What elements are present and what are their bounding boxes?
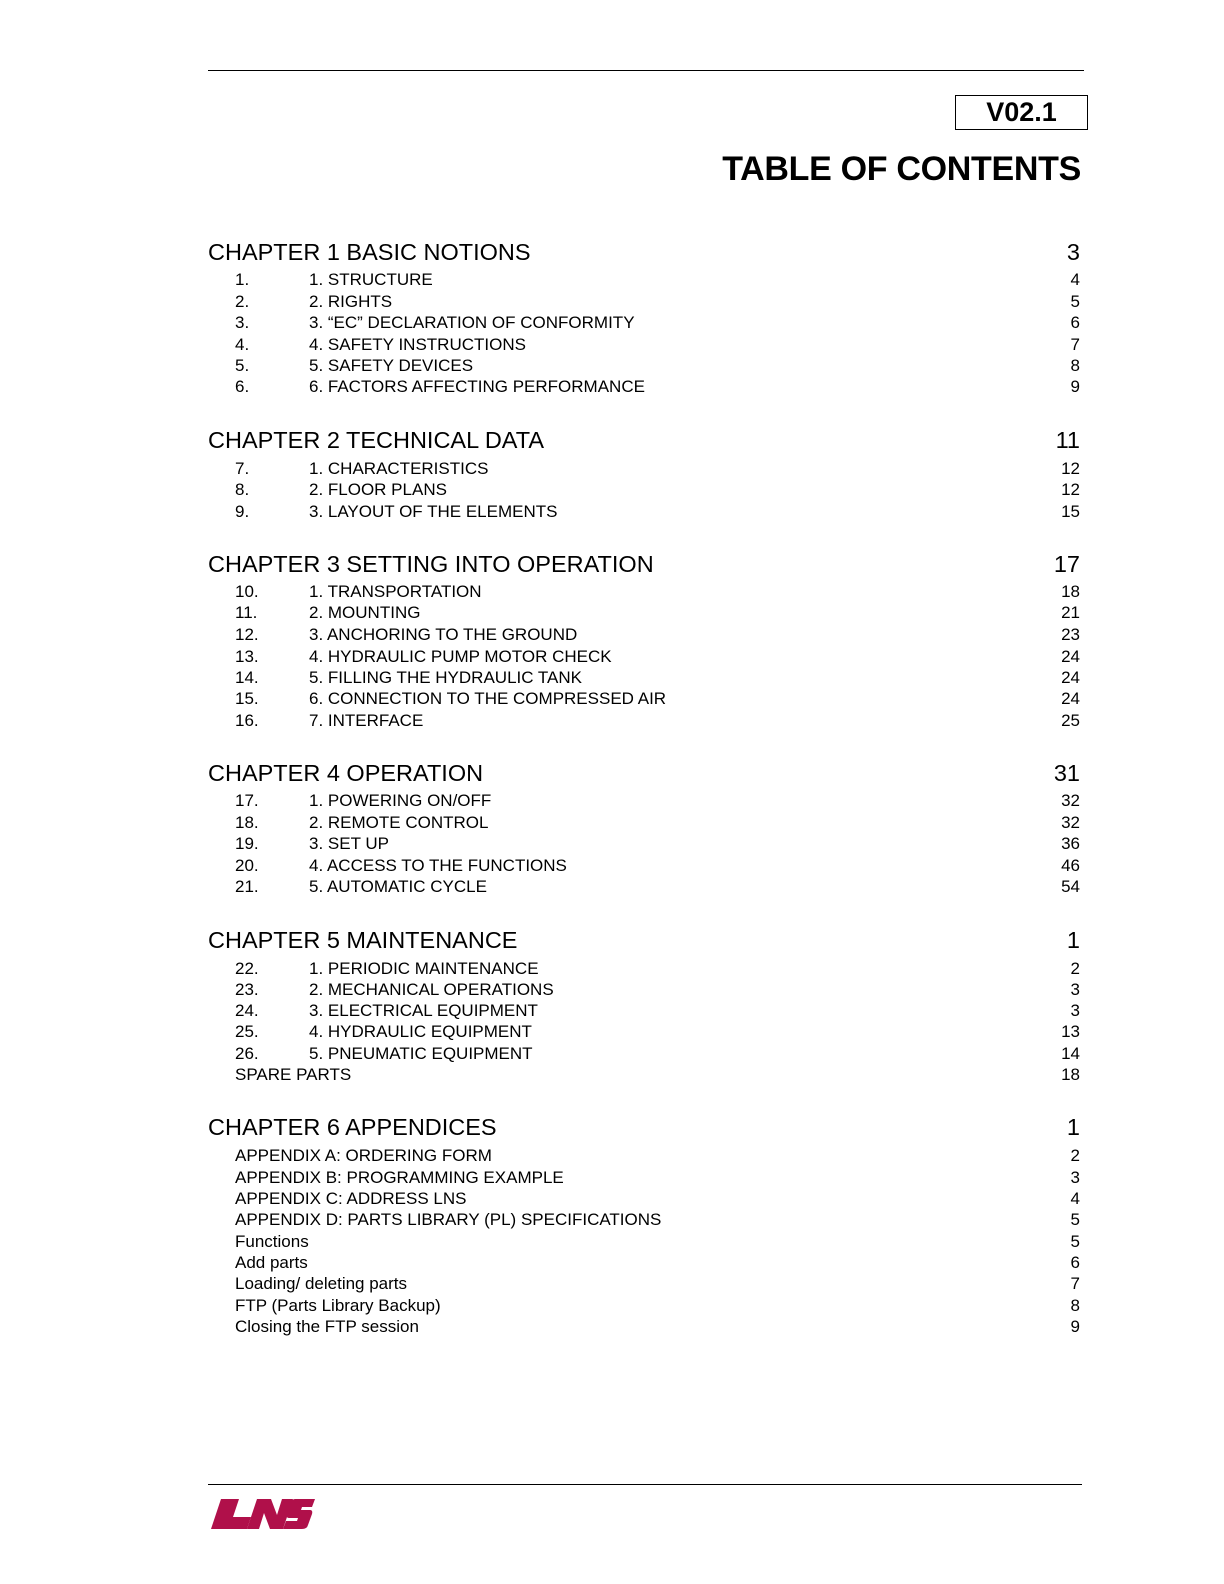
toc-entry[interactable] (208, 647, 1080, 668)
toc-entry[interactable] (208, 292, 1080, 313)
entry-page-number: 32 (1061, 791, 1080, 810)
entry-title: Functions (235, 1232, 309, 1251)
toc-entry[interactable] (208, 270, 1080, 291)
entry-number: 5. (235, 356, 250, 375)
entry-title: Add parts (235, 1253, 308, 1272)
toc-entry[interactable] (208, 625, 1080, 646)
entry-page-number: 46 (1061, 856, 1080, 875)
toc-entry[interactable] (208, 459, 1080, 480)
toc-entry[interactable] (208, 813, 1080, 834)
bottom-rule (208, 1484, 1082, 1485)
entry-page-number: 9 (1070, 1317, 1080, 1336)
entry-number: 9. (235, 502, 250, 521)
entry-page-number: 5 (1070, 1210, 1080, 1229)
toc-entry[interactable] (208, 1274, 1080, 1295)
entry-number: 20. (235, 856, 259, 875)
entry-title: APPENDIX B: PROGRAMMING EXAMPLE (235, 1168, 564, 1187)
entry-page-number: 15 (1061, 502, 1080, 521)
entry-number: 17. (235, 791, 259, 810)
chapter-title: CHAPTER 3 SETTING INTO OPERATION (208, 551, 654, 577)
entry-page-number: 4 (1070, 270, 1080, 289)
entry-page-number: 36 (1061, 834, 1080, 853)
chapter-entry[interactable] (208, 760, 1080, 790)
entry-title: Closing the FTP session (235, 1317, 419, 1336)
entry-page-number: 6 (1070, 313, 1080, 332)
toc-entry[interactable] (208, 980, 1080, 1001)
entry-title: 1. PERIODIC MAINTENANCE (309, 959, 539, 978)
entry-title: Loading/ deleting parts (235, 1274, 408, 1293)
entry-number: 19. (235, 834, 259, 853)
toc-entry[interactable] (208, 1168, 1080, 1189)
chapter-title: CHAPTER 6 APPENDICES (208, 1114, 497, 1140)
lns-logo-icon (207, 1497, 317, 1531)
entry-title: 2. MECHANICAL OPERATIONS (309, 980, 554, 999)
toc-entry[interactable] (208, 959, 1080, 980)
entry-page-number: 24 (1061, 647, 1080, 666)
entry-title: APPENDIX C: ADDRESS LNS (235, 1189, 467, 1208)
toc-entry[interactable] (208, 480, 1080, 501)
chapter-page-number: 17 (1053, 551, 1080, 577)
entry-page-number: 32 (1061, 813, 1080, 832)
chapter-page-number: 1 (1066, 1114, 1080, 1140)
chapter-page-number: 1 (1066, 927, 1080, 953)
entry-page-number: 23 (1061, 625, 1080, 644)
toc-entry[interactable] (208, 1232, 1080, 1253)
entry-title: 5. SAFETY DEVICES (309, 356, 474, 375)
entry-page-number: 18 (1061, 1065, 1080, 1084)
entry-number: 3. (235, 313, 250, 332)
entry-title: 4. HYDRAULIC PUMP MOTOR CHECK (309, 647, 612, 666)
toc-entry[interactable] (208, 1317, 1080, 1338)
chapter-entry[interactable] (208, 551, 1080, 581)
entry-number: 12. (235, 625, 259, 644)
entry-title: 3. ANCHORING TO THE GROUND (309, 625, 578, 644)
chapter-entry[interactable] (208, 239, 1080, 269)
entry-title: APPENDIX A: ORDERING FORM (235, 1146, 492, 1165)
entry-page-number: 3 (1070, 1168, 1080, 1187)
entry-number: 13. (235, 647, 259, 666)
entry-number: 22. (235, 959, 259, 978)
entry-page-number: 4 (1070, 1189, 1080, 1208)
toc-entry[interactable] (208, 356, 1080, 377)
entry-page-number: 14 (1061, 1044, 1080, 1063)
entry-title: 6. FACTORS AFFECTING PERFORMANCE (309, 377, 645, 396)
entry-number: 16. (235, 711, 259, 730)
entry-number: 2. (235, 292, 250, 311)
toc-entry[interactable] (208, 313, 1080, 334)
entry-page-number: 3 (1070, 1001, 1080, 1020)
lns-logo (207, 1497, 317, 1536)
toc-entry[interactable] (208, 582, 1080, 603)
entry-title: 3. “EC” DECLARATION OF CONFORMITY (309, 313, 635, 332)
entry-number: 25. (235, 1022, 259, 1041)
toc-entry[interactable] (208, 877, 1080, 898)
entry-title: 4. HYDRAULIC EQUIPMENT (309, 1022, 532, 1041)
entry-number: 8. (235, 480, 250, 499)
page-title: TABLE OF CONTENTS (722, 150, 1081, 188)
toc-entry[interactable] (208, 791, 1080, 812)
entry-title: 3. ELECTRICAL EQUIPMENT (309, 1001, 538, 1020)
entry-title: 4. ACCESS TO THE FUNCTIONS (309, 856, 567, 875)
entry-page-number: 18 (1061, 582, 1080, 601)
entry-title: SPARE PARTS (235, 1065, 352, 1084)
toc-entry[interactable] (208, 335, 1080, 356)
toc-entry[interactable] (208, 668, 1080, 689)
entry-title: 3. SET UP (309, 834, 389, 853)
entry-title: 4. SAFETY INSTRUCTIONS (309, 335, 526, 354)
toc-entry[interactable] (208, 1146, 1080, 1167)
entry-title: 6. CONNECTION TO THE COMPRESSED AIR (309, 689, 667, 708)
chapter-page-number: 31 (1053, 760, 1080, 786)
toc-entry[interactable] (208, 1189, 1080, 1210)
top-rule (208, 70, 1084, 71)
entry-page-number: 25 (1061, 711, 1080, 730)
toc-entry[interactable] (208, 1065, 1080, 1086)
entry-page-number: 2 (1070, 1146, 1080, 1165)
toc-entry[interactable] (208, 834, 1080, 855)
entry-page-number: 24 (1061, 689, 1080, 708)
entry-page-number: 5 (1070, 1232, 1080, 1251)
entry-number: 6. (235, 377, 250, 396)
entry-number: 15. (235, 689, 259, 708)
entry-title: 7. INTERFACE (309, 711, 424, 730)
entry-title: 2. MOUNTING (309, 603, 421, 622)
entry-page-number: 12 (1061, 459, 1080, 478)
entry-page-number: 21 (1061, 603, 1080, 622)
toc-entry[interactable] (208, 1044, 1080, 1065)
chapter-entry[interactable] (208, 1114, 1080, 1144)
entry-number: 23. (235, 980, 259, 999)
entry-title: 5. FILLING THE HYDRAULIC TANK (309, 668, 583, 687)
chapter-page-number: 3 (1066, 239, 1080, 265)
chapter-title: CHAPTER 1 BASIC NOTIONS (208, 239, 531, 265)
entry-title: 2. REMOTE CONTROL (309, 813, 489, 832)
entry-number: 10. (235, 582, 259, 601)
entry-title: 1. CHARACTERISTICS (309, 459, 489, 478)
entry-title: FTP (Parts Library Backup) (235, 1296, 441, 1315)
chapter-entry[interactable] (208, 927, 1080, 957)
toc-entry[interactable] (208, 856, 1080, 877)
entry-number: 7. (235, 459, 250, 478)
toc-entry[interactable] (208, 689, 1080, 710)
toc-entry[interactable] (208, 1001, 1080, 1022)
entry-page-number: 9 (1070, 377, 1080, 396)
entry-title: 2. RIGHTS (309, 292, 393, 311)
version-box: V02.1 (955, 95, 1088, 130)
entry-number: 24. (235, 1001, 259, 1020)
chapter-title: CHAPTER 4 OPERATION (208, 760, 484, 786)
entry-number: 11. (235, 603, 258, 622)
entry-number: 4. (235, 335, 250, 354)
entry-page-number: 24 (1061, 668, 1080, 687)
entry-title: 1. STRUCTURE (309, 270, 433, 289)
entry-page-number: 7 (1070, 335, 1080, 354)
entry-number: 26. (235, 1044, 259, 1063)
toc-entry[interactable] (208, 1296, 1080, 1317)
toc-entry[interactable] (208, 1210, 1080, 1231)
entry-title: 1. POWERING ON/OFF (309, 791, 492, 810)
entry-number: 1. (235, 270, 250, 289)
entry-page-number: 13 (1061, 1022, 1080, 1041)
entry-number: 21. (235, 877, 259, 896)
entry-page-number: 5 (1070, 292, 1080, 311)
entry-page-number: 8 (1070, 356, 1080, 375)
entry-title: 1. TRANSPORTATION (309, 582, 482, 601)
entry-title: 2. FLOOR PLANS (309, 480, 447, 499)
entry-page-number: 8 (1070, 1296, 1080, 1315)
entry-title: APPENDIX D: PARTS LIBRARY (PL) SPECIFICATIONS (235, 1210, 662, 1229)
entry-title: 3. LAYOUT OF THE ELEMENTS (309, 502, 558, 521)
chapter-title: CHAPTER 5 MAINTENANCE (208, 927, 518, 953)
toc-entry[interactable] (208, 1253, 1080, 1274)
toc-entry[interactable] (208, 502, 1080, 523)
entry-number: 18. (235, 813, 259, 832)
entry-number: 14. (235, 668, 259, 687)
toc-entry[interactable] (208, 603, 1080, 624)
entry-title: 5. AUTOMATIC CYCLE (309, 877, 487, 896)
chapter-title: CHAPTER 2 TECHNICAL DATA (208, 427, 545, 453)
toc-entry[interactable] (208, 377, 1080, 398)
toc-entry[interactable] (208, 1022, 1080, 1043)
chapter-entry[interactable] (208, 427, 1080, 457)
entry-page-number: 3 (1070, 980, 1080, 999)
entry-title: 5. PNEUMATIC EQUIPMENT (309, 1044, 533, 1063)
entry-page-number: 2 (1070, 959, 1080, 978)
entry-page-number: 6 (1070, 1253, 1080, 1272)
toc-entry[interactable] (208, 711, 1080, 732)
chapter-page-number: 11 (1055, 427, 1080, 453)
entry-page-number: 12 (1061, 480, 1080, 499)
entry-page-number: 7 (1070, 1274, 1080, 1293)
entry-page-number: 54 (1061, 877, 1080, 896)
